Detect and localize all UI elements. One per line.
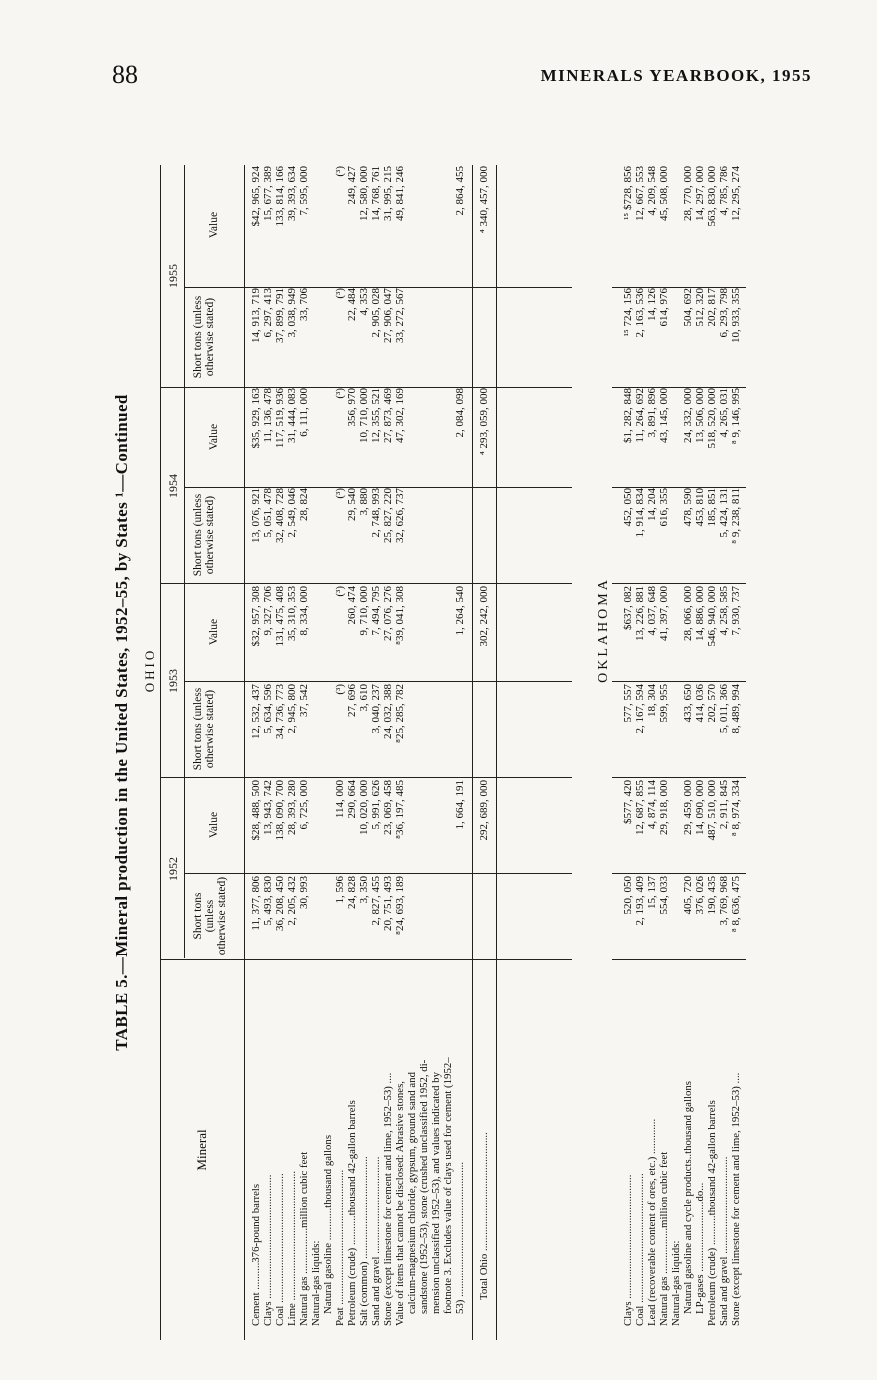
quantity-1952: 190, 435: [706, 876, 718, 915]
value-1952: 4, 874, 114: [646, 780, 658, 830]
quantity-1953: 34, 736, 773: [274, 684, 286, 739]
quantity-1953: 3, 610: [358, 684, 370, 712]
quantity-1954: 25, 827, 220: [382, 488, 394, 543]
quantity-1952: 2, 827, 455: [370, 876, 382, 926]
quantity-1955: 6, 297, 413: [262, 288, 274, 338]
year-header-1953: 1953: [166, 669, 180, 693]
running-head: MINERALS YEARBOOK, 1955: [540, 66, 812, 85]
value-1955: 2, 864, 455: [454, 166, 466, 216]
value-1953: 7, 494, 795: [370, 586, 382, 636]
mineral-name: Coal ................................................: [274, 1173, 286, 1326]
table-row: [382, 105, 394, 1340]
value-1955: 31, 995, 215: [382, 166, 394, 221]
value-1952: 5, 991, 626: [370, 780, 382, 830]
value-1954: 2, 084, 098: [454, 388, 466, 438]
quantity-1954: 1, 914, 834: [634, 488, 646, 538]
mineral-name: LP-gases ..........................do...: [694, 1182, 706, 1314]
value-1955: 4, 209, 548: [646, 166, 658, 216]
table-row: [262, 105, 274, 1340]
quantity-1952: 20, 751, 493: [382, 876, 394, 931]
value-1952: ⁸36, 197, 485: [394, 780, 406, 839]
value-1953: 41, 397, 000: [658, 586, 670, 641]
quantity-1955: 614, 976: [658, 288, 670, 327]
value-1952: 2, 911, 845: [718, 780, 730, 830]
mineral-name: Natural-gas liquids:: [310, 1240, 322, 1326]
mineral-name: Petroleum (crude) ...........thousand 42-gallon barrels: [706, 1100, 718, 1326]
value-1953: ⁸39, 041, 308: [394, 586, 406, 645]
quantity-1953: 577, 557: [622, 684, 634, 723]
value-1953: 131, 475, 408: [274, 586, 286, 647]
value-1953: 1, 264, 540: [454, 586, 466, 636]
quantity-1954: 452, 050: [622, 488, 634, 527]
quantity-1953: 202, 570: [706, 684, 718, 723]
quantity-1954: ⁸ 9, 238, 811: [730, 488, 742, 544]
value-1952: 138, 090, 700: [274, 780, 286, 841]
value-1954: 43, 145, 000: [658, 388, 670, 443]
total-row: [478, 105, 490, 1340]
quantity-1952: 30, 993: [298, 876, 310, 909]
quantity-1954: 453, 810: [694, 488, 706, 527]
value-1955: 4, 785, 786: [718, 166, 730, 216]
quantity-1952: 3, 350: [358, 876, 370, 904]
quantity-1952: 520, 050: [622, 876, 634, 915]
page-header: [112, 60, 812, 100]
table-row: [730, 105, 742, 1340]
mineral-name: Lime ................................................: [286, 1170, 298, 1326]
table-row: [298, 105, 310, 1340]
value-1952: 10, 020, 000: [358, 780, 370, 835]
value-1955: 39, 393, 634: [286, 166, 298, 221]
value-1955: 14, 297, 000: [694, 166, 706, 221]
value-1954: 13, 506, 000: [694, 388, 706, 443]
quantity-1952: 2, 193, 409: [634, 876, 646, 926]
year-rule: [184, 165, 185, 958]
rule: [612, 959, 746, 960]
quantity-1952: ⁸24, 693, 189: [394, 876, 406, 935]
value-header-1954: Value: [208, 423, 220, 451]
value-1955: 28, 770, 000: [682, 166, 694, 221]
mineral-name: footnote 3. Excludes value of clays used for cement (1952–: [442, 1057, 454, 1314]
rule: [612, 583, 746, 584]
value-1953: 260, 474: [346, 586, 358, 625]
total-value-1955: ⁴ 340, 457, 000: [478, 166, 490, 234]
quantity-1954: 13, 076, 921: [250, 488, 262, 543]
quantity-1954: 616, 355: [658, 488, 670, 527]
year-header-1955: 1955: [166, 264, 180, 288]
section-rule: [496, 165, 497, 1340]
table-row: [670, 105, 682, 1340]
table-row: [634, 105, 646, 1340]
quantity-1953: 24, 032, 388: [382, 684, 394, 739]
table-top-rule: [160, 165, 161, 1340]
value-1954: 3, 891, 896: [646, 388, 658, 438]
state-label-ohio: OHIO: [142, 647, 157, 693]
value-1953: 546, 940, 000: [706, 586, 718, 647]
quantity-header-1954: Short tons (unless otherwise stated): [192, 493, 216, 577]
quantity-1955: 33, 706: [298, 288, 310, 321]
value-1954: $1, 282, 848: [622, 388, 634, 443]
quantity-1955: 3, 038, 949: [286, 288, 298, 338]
quantity-1954: 3, 880: [358, 488, 370, 516]
value-1954: 4, 265, 031: [718, 388, 730, 438]
mineral-name: Salt (common) ......................................: [358, 1156, 370, 1326]
table-row: [706, 105, 718, 1340]
quantity-1955: 512, 320: [694, 288, 706, 327]
quantity-1955: (³): [334, 288, 346, 299]
total-value-1952: 292, 689, 000: [478, 780, 490, 841]
value-1952: 114, 000: [334, 780, 346, 819]
mineral-name: Value of items that cannot be disclosed: Abrasive stones,: [394, 1081, 406, 1326]
value-1955: 12, 667, 553: [634, 166, 646, 221]
value-1954: 11, 264, 692: [634, 388, 646, 443]
table-row: [418, 105, 430, 1340]
quantity-1953: 5, 634, 596: [262, 684, 274, 734]
quantity-1953: 599, 955: [658, 684, 670, 723]
mineral-name: mension unclassified 1952–53), and values indicated by: [430, 1072, 442, 1314]
quantity-1953: 5, 011, 366: [718, 684, 730, 734]
quantity-1953: 37, 542: [298, 684, 310, 717]
value-1952: 12, 687, 855: [634, 780, 646, 835]
value-1955: 249, 427: [346, 166, 358, 205]
quantity-1952: 24, 828: [346, 876, 358, 909]
value-1953: 7, 930, 737: [730, 586, 742, 636]
value-1953: 35, 310, 353: [286, 586, 298, 641]
quantity-1953: 27, 696: [346, 684, 358, 717]
mineral-name: Lead (recoverable content of ores, etc.) .............: [646, 1118, 658, 1326]
quantity-1955: 22, 484: [346, 288, 358, 321]
rule: [612, 681, 746, 682]
value-1955: 49, 841, 246: [394, 166, 406, 221]
quantity-1954: 478, 590: [682, 488, 694, 527]
quantity-header-1952: Short tons (unless otherwise stated): [192, 876, 228, 956]
value-1952: 28, 393, 280: [286, 780, 298, 835]
quantity-1954: 14, 204: [646, 488, 658, 521]
quantity-1953: 2, 167, 594: [634, 684, 646, 734]
mineral-name: Natural gasoline ............thousand gallons: [322, 1134, 334, 1314]
value-1952: 29, 459, 000: [682, 780, 694, 835]
quantity-1955: ¹⁵ 724, 156: [622, 288, 634, 337]
total-rule: [472, 165, 473, 1340]
year-header-1952: 1952: [166, 857, 180, 881]
value-1954: 27, 873, 469: [382, 388, 394, 443]
value-1953: 27, 076, 276: [382, 586, 394, 641]
page-number: 88: [112, 60, 138, 89]
mineral-name: Natural-gas liquids:: [670, 1240, 682, 1326]
table-row: [694, 105, 706, 1340]
value-1952: 1, 664, 191: [454, 780, 466, 830]
quantity-1954: 185, 851: [706, 488, 718, 527]
quantity-1953: 2, 945, 800: [286, 684, 298, 734]
quantity-1953: 414, 036: [694, 684, 706, 723]
table-row: [658, 105, 670, 1340]
value-1952: 290, 664: [346, 780, 358, 819]
mineral-name: Petroleum (crude) ...........thousand 42-gallon barrels: [346, 1100, 358, 1326]
value-header-1953: Value: [208, 618, 220, 646]
value-1955: ¹⁵ $728, 856: [622, 166, 634, 220]
table-row: [442, 105, 454, 1340]
rule: [612, 487, 746, 488]
rule: [612, 287, 746, 288]
value-1953: $637, 082: [622, 586, 634, 630]
mineral-column-header: Mineral: [194, 1129, 209, 1171]
value-1955: 7, 595, 000: [298, 166, 310, 216]
mineral-name: Cement ..........376-pound barrels: [250, 1183, 262, 1326]
value-1953: 9, 710, 000: [358, 586, 370, 636]
quantity-1955: 6, 293, 798: [718, 288, 730, 338]
mineral-name: Sand and gravel ....................................: [370, 1156, 382, 1326]
quantity-1955: 27, 906, 047: [382, 288, 394, 343]
value-1953: (³): [334, 586, 346, 597]
table-row: [322, 105, 334, 1340]
table-row: [646, 105, 658, 1340]
value-1954: (³): [334, 388, 346, 399]
mineral-name: Stone (except limestone for cement and lime, 1952–53) ....: [382, 1072, 394, 1326]
mineral-name: calcium-magnesium chloride, gypsum, ground sand and: [406, 1072, 418, 1314]
value-1953: 14, 886, 000: [694, 586, 706, 641]
quantity-1952: 3, 769, 968: [718, 876, 730, 926]
value-1954: 11, 136, 478: [262, 388, 274, 443]
value-1955: 12, 295, 274: [730, 166, 742, 221]
value-1954: 6, 111, 000: [298, 388, 310, 437]
value-1953: 9, 327, 706: [262, 586, 274, 636]
quantity-1953: 8, 489, 994: [730, 684, 742, 734]
mineral-name: sandstone (1952–53), stone (crushed unclassified 1952, di-: [418, 1059, 430, 1314]
quantity-1955: 4, 353: [358, 288, 370, 316]
quantity-1954: 32, 626, 737: [394, 488, 406, 543]
quantity-1955: 33, 272, 567: [394, 288, 406, 343]
mineral-name: Coal ................................................: [634, 1173, 646, 1326]
mineral-name: Sand and gravel ....................................: [718, 1156, 730, 1326]
value-1955: 12, 580, 000: [358, 166, 370, 221]
mineral-name: Natural gas .................million cubic feet: [658, 1151, 670, 1326]
value-1952: 23, 069, 458: [382, 780, 394, 835]
quantity-1953: 3, 040, 237: [370, 684, 382, 734]
value-1955: (³): [334, 166, 346, 177]
value-1953: 4, 037, 648: [646, 586, 658, 636]
value-1952: ⁸ 8, 974, 334: [730, 780, 742, 837]
quantity-1954: 2, 549, 046: [286, 488, 298, 538]
total-value-1954: ⁴ 293, 059, 000: [478, 388, 490, 456]
quantity-1953: 433, 650: [682, 684, 694, 723]
header-bottom-rule: [244, 165, 245, 1340]
quantity-1954: 32, 408, 728: [274, 488, 286, 543]
quantity-1954: 5, 424, 131: [718, 488, 730, 538]
mineral-name: 53) ..................................................: [454, 1161, 466, 1314]
value-1954: ⁸ 9, 146, 995: [730, 388, 742, 445]
table-row: [622, 105, 634, 1340]
quantity-1953: 12, 532, 437: [250, 684, 262, 739]
quantity-1952: 2, 205, 432: [286, 876, 298, 926]
quantity-1954: 2, 748, 993: [370, 488, 382, 538]
table-row: [310, 105, 322, 1340]
value-1952: 487, 510, 000: [706, 780, 718, 841]
quantity-1955: 2, 905, 028: [370, 288, 382, 338]
quantity-1953: (³): [334, 684, 346, 695]
total-label: Total Ohio ............................................: [478, 1132, 490, 1300]
value-1952: 13, 943, 742: [262, 780, 274, 835]
value-1954: 117, 519, 936: [274, 388, 286, 449]
value-1955: 133, 814, 166: [274, 166, 286, 227]
value-1954: 518, 520, 000: [706, 388, 718, 449]
total-value-1953: 302, 242, 000: [478, 586, 490, 647]
rule: [612, 777, 746, 778]
table-title: TABLE 5.—Mineral production in the United States, 1952–55, by States ¹—Continued: [112, 394, 131, 1051]
quantity-header-1953: Short tons (unless otherwise stated): [192, 687, 216, 771]
rule: [612, 387, 746, 388]
value-1952: 14, 090, 000: [694, 780, 706, 835]
value-1952: $577, 420: [622, 780, 634, 824]
value-header-1955: Value: [208, 211, 220, 239]
quantity-1954: (³): [334, 488, 346, 499]
table-row: [346, 105, 358, 1340]
table-row: [334, 105, 346, 1340]
quantity-1955: 2, 163, 536: [634, 288, 646, 338]
quantity-1953: 18, 304: [646, 684, 658, 717]
table-row: [370, 105, 382, 1340]
quantity-1955: 14, 913, 719: [250, 288, 262, 343]
quantity-1952: 36, 208, 450: [274, 876, 286, 931]
value-1952: 29, 918, 000: [658, 780, 670, 835]
value-1954: 12, 355, 521: [370, 388, 382, 443]
table-row: [274, 105, 286, 1340]
table-row: [358, 105, 370, 1340]
value-1955: 45, 508, 000: [658, 166, 670, 221]
table-row: [430, 105, 442, 1340]
value-header-1952: Value: [208, 811, 220, 839]
table-row: [718, 105, 730, 1340]
quantity-1952: 405, 720: [682, 876, 694, 915]
value-1954: 356, 970: [346, 388, 358, 427]
quantity-1953: ⁸25, 285, 782: [394, 684, 406, 743]
quantity-1955: 202, 817: [706, 288, 718, 327]
value-1955: 563, 830, 000: [706, 166, 718, 227]
quantity-1952: ⁸ 8, 636, 475: [730, 876, 742, 933]
quantity-1954: 28, 824: [298, 488, 310, 521]
rotated-table: [112, 105, 752, 1340]
value-1953: 13, 226, 881: [634, 586, 646, 641]
state-label-oklahoma: OKLAHOMA: [596, 577, 611, 683]
quantity-1952: 5, 493, 830: [262, 876, 274, 926]
quantity-1952: 376, 026: [694, 876, 706, 915]
mineral-name: Stone (except limestone for cement and lime, 1952–53) ....: [730, 1072, 742, 1326]
value-1955: 15, 677, 389: [262, 166, 274, 221]
quantity-1955: 37, 899, 791: [274, 288, 286, 343]
mineral-name: Natural gasoline and cycle products..thousand gallons: [682, 1081, 694, 1314]
quantity-1952: 15, 137: [646, 876, 658, 909]
value-1954: $35, 929, 163: [250, 388, 262, 449]
quantity-1952: 554, 033: [658, 876, 670, 915]
quantity-1955: 10, 933, 355: [730, 288, 742, 343]
year-header-1954: 1954: [166, 474, 180, 498]
mineral-name: Peat ..................................................: [334, 1169, 346, 1326]
quantity-1954: 5, 051, 478: [262, 488, 274, 538]
mineral-name: Natural gas .................million cubic feet: [298, 1151, 310, 1326]
table-row: [394, 105, 406, 1340]
value-1953: $32, 957, 308: [250, 586, 262, 647]
value-1954: 24, 332, 000: [682, 388, 694, 443]
value-1952: 6, 725, 000: [298, 780, 310, 830]
table-row: [406, 105, 418, 1340]
table-row: [454, 105, 466, 1340]
value-1954: 10, 710, 000: [358, 388, 370, 443]
table-row: [682, 105, 694, 1340]
value-1954: 31, 444, 083: [286, 388, 298, 443]
value-1953: 4, 258, 585: [718, 586, 730, 636]
mineral-name: Clays ..............................................: [622, 1174, 634, 1326]
table-row: [286, 105, 298, 1340]
quantity-1952: 11, 377, 806: [250, 876, 262, 931]
rule: [612, 873, 746, 874]
quantity-1955: 504, 692: [682, 288, 694, 327]
table-row: [250, 105, 262, 1340]
value-1955: $42, 965, 924: [250, 166, 262, 227]
value-1953: 8, 334, 000: [298, 586, 310, 636]
value-1955: 14, 768, 761: [370, 166, 382, 221]
quantity-1955: 14, 126: [646, 288, 658, 321]
quantity-1954: 29, 540: [346, 488, 358, 521]
value-1953: 28, 066, 000: [682, 586, 694, 641]
quantity-header-1955: Short tons (unless otherwise stated): [192, 295, 216, 379]
mineral-name: Clays ..............................................: [262, 1174, 274, 1326]
value-1954: 47, 302, 169: [394, 388, 406, 443]
quantity-1952: 1, 596: [334, 876, 346, 904]
value-1952: $28, 488, 500: [250, 780, 262, 841]
